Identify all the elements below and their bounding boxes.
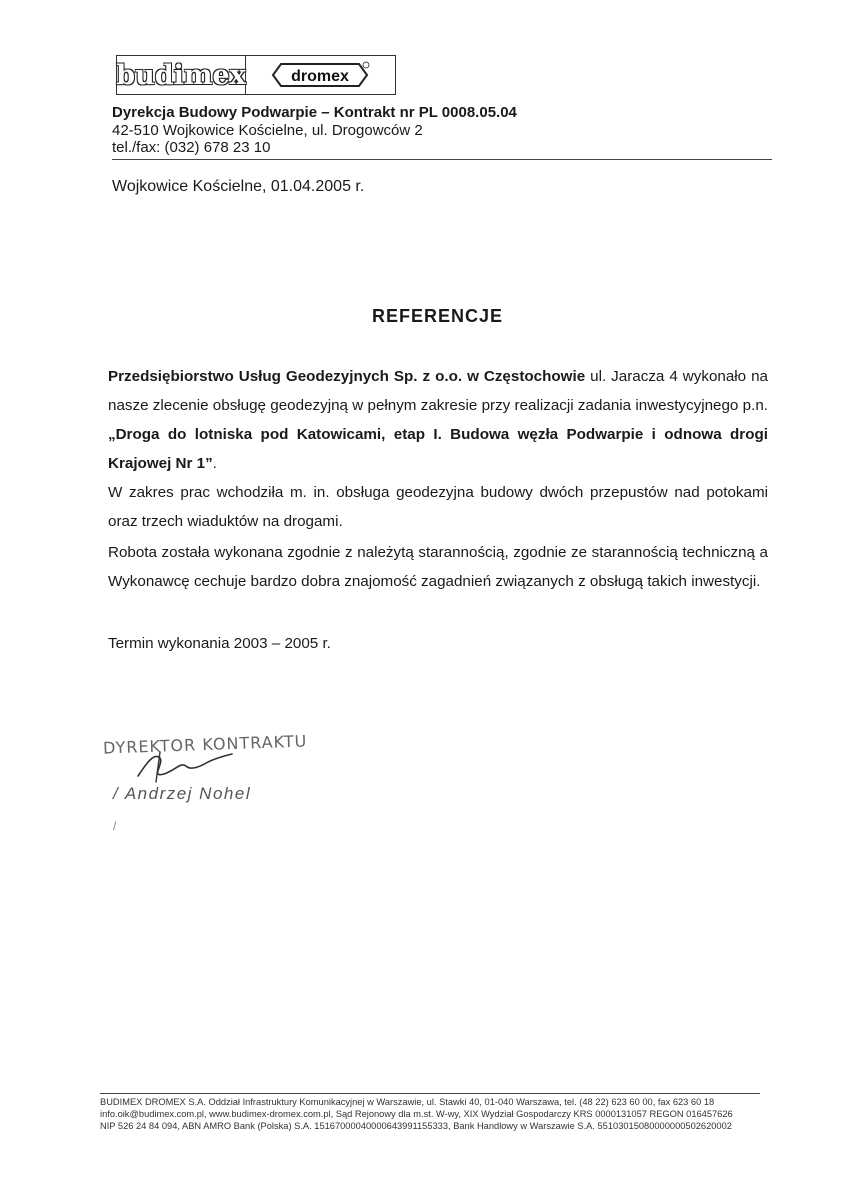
paragraph-1 [108, 362, 768, 478]
project-name: „Droga do lotniska pod Katowicami, etap I. Budowa węzła Podwarpie i odnowa drogi Krajowej Nr 1” [108, 426, 768, 472]
footer-line-1: BUDIMEX DROMEX S.A. Oddział Infrastruktury Komunikacyjnej w Warszawie, ul. Stawki 40, 01-040 Warszawa, tel. (48 22) 623 60 00, fax 623 60 18 [100, 1097, 715, 1107]
budimex-logo-text: budimex [116, 59, 246, 91]
paragraph-1-text-a: ul. Jaracza 4 wykonało na nasze zlecenie obsługę geodezyjną w pełnym zakresie przy realizacji zadania inwestycyjnego p.n. [108, 368, 768, 414]
budimex-logo [117, 56, 246, 94]
paragraph-1-text-b: . [212, 455, 217, 472]
signature-mark: / [113, 819, 117, 833]
letterhead-logo [116, 55, 396, 95]
document-title: REFERENCJE [371, 306, 504, 326]
handwritten-signature [120, 738, 270, 788]
footer [100, 1096, 765, 1132]
signature-stamp: DYREKTOR KONTRAKTU [102, 731, 308, 758]
dromex-logo-text: dromex [290, 68, 349, 85]
dromex-logo-mark [271, 60, 371, 90]
dromex-logo [246, 56, 395, 94]
paragraph-3: Robota została wykonana zgodnie z należytą starannością, zgodnie ze starannością techniczną a Wykonawcę cechuje bardzo dobra znajomość zagadnień związanych z obsługą takich inwestycji. [108, 544, 768, 590]
footer-line-2: info.oik@budimex.com.pl, www.budimex-dromex.com.pl, Sąd Rejonowy dla m.st. W-wy, XIX Wydział Gospodarczy KRS 0000131057 REGON 016457626 [100, 1109, 733, 1119]
footer-line-3: NIP 526 24 84 094, ABN AMRO Bank (Polska) S.A. 15167000040000643991155333, Bank Handlowy w Warszawie S.A. 55103015080000000502620002 [100, 1121, 732, 1131]
letterhead-title: Dyrekcja Budowy Podwarpie – Kontrakt nr PL 0008.05.04 [112, 104, 517, 121]
header-divider [112, 159, 772, 160]
footer-divider [100, 1093, 760, 1094]
company-name: Przedsiębiorstwo Usług Geodezyjnych Sp. z o.o. w Częstochowie [108, 368, 586, 385]
paragraph-4: Termin wykonania 2003 – 2005 r. [108, 635, 331, 652]
letter-date: Wojkowice Kościelne, 01.04.2005 r. [112, 178, 365, 195]
paragraph-2: W zakres prac wchodziła m. in. obsługa geodezyjna budowy dwóch przepustów nad potokami oraz trzech wiaduktów na drogami. [108, 484, 768, 530]
signatory-name: / Andrzej Nohel [113, 784, 252, 803]
letterhead-phone: tel./fax: (032) 678 23 10 [112, 139, 271, 156]
letterhead-address: 42-510 Wojkowice Kościelne, ul. Drogowców 2 [112, 122, 423, 139]
